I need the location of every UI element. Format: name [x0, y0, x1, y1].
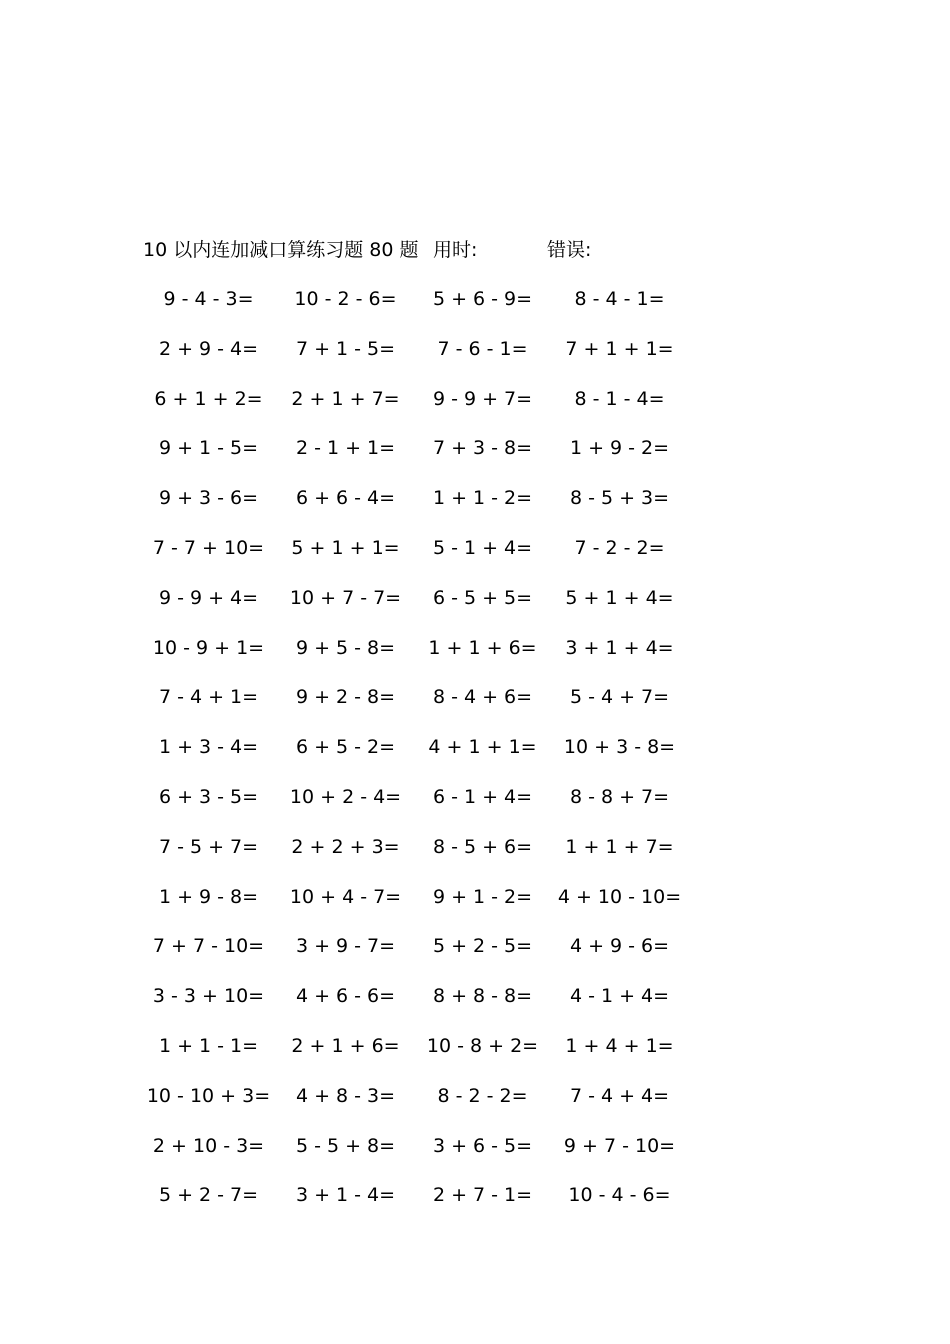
- problem-row: [140, 782, 700, 832]
- problem-item: 1 + 1 + 7=: [565, 835, 674, 858]
- problem-item: 5 - 5 + 8=: [295, 1134, 396, 1157]
- problem-item: 5 - 1 + 4=: [432, 536, 533, 559]
- problem-row: [140, 981, 700, 1031]
- problem-row: [140, 882, 700, 932]
- problem-item: 9 + 5 - 8=: [295, 636, 396, 659]
- problem-item: 5 + 6 - 9=: [432, 288, 533, 310]
- problem-item: 8 - 8 + 7=: [569, 785, 670, 808]
- time-label: 用时:: [433, 239, 478, 261]
- worksheet-header: [143, 236, 663, 264]
- problem-item: 1 + 1 - 2=: [432, 487, 533, 510]
- problem-item: 9 + 7 - 10=: [563, 1134, 676, 1157]
- problem-item: 1 + 3 - 4=: [158, 736, 259, 759]
- problem-item: 6 + 6 - 4=: [295, 487, 396, 510]
- problem-item: 2 - 1 + 1=: [295, 437, 396, 460]
- problem-item: 2 + 9 - 4=: [158, 337, 259, 360]
- problem-item: 7 - 5 + 7=: [158, 835, 259, 858]
- problem-item: 10 - 8 + 2=: [426, 1034, 539, 1057]
- problem-item: 8 - 4 - 1=: [574, 288, 665, 310]
- problem-item: 3 + 1 - 4=: [295, 1184, 396, 1207]
- problem-item: 2 + 1 + 6=: [291, 1034, 400, 1057]
- problem-item: 9 - 9 + 7=: [432, 387, 533, 410]
- problem-row: [140, 433, 700, 483]
- problem-row: [140, 583, 700, 633]
- problem-item: 1 + 9 - 8=: [158, 885, 259, 908]
- problem-row: [140, 483, 700, 533]
- problem-item: 8 + 8 - 8=: [432, 985, 533, 1008]
- problem-item: 8 - 4 + 6=: [432, 686, 533, 709]
- problem-item: 10 - 2 - 6=: [294, 288, 397, 310]
- problem-item: 7 + 7 - 10=: [152, 935, 265, 958]
- problem-item: 2 + 2 + 3=: [291, 835, 400, 858]
- problem-item: 1 + 9 - 2=: [569, 437, 670, 460]
- problem-item: 9 + 1 - 5=: [158, 437, 259, 460]
- problem-item: 6 + 3 - 5=: [158, 785, 259, 808]
- problem-row: [140, 384, 700, 434]
- problem-item: 10 + 2 - 4=: [289, 785, 402, 808]
- problem-item: 8 - 2 - 2=: [437, 1084, 528, 1107]
- problem-item: 2 + 7 - 1=: [432, 1184, 533, 1207]
- problem-item: 4 + 9 - 6=: [569, 935, 670, 958]
- problem-item: 9 + 1 - 2=: [432, 885, 533, 908]
- problem-row: [140, 1180, 700, 1230]
- problem-row: [140, 682, 700, 732]
- problem-item: 2 + 1 + 7=: [291, 387, 400, 410]
- problem-item: 5 + 1 + 4=: [565, 586, 674, 609]
- problem-row: [140, 1081, 700, 1131]
- problem-row: [140, 533, 700, 583]
- problem-item: 5 + 2 - 5=: [432, 935, 533, 958]
- problem-item: 4 - 1 + 4=: [569, 985, 670, 1008]
- problem-row: [140, 931, 700, 981]
- problem-item: 5 + 1 + 1=: [291, 536, 400, 559]
- problem-item: 3 - 3 + 10=: [152, 985, 265, 1008]
- problem-item: 7 - 6 - 1=: [437, 337, 528, 360]
- problem-item: 4 + 10 - 10=: [557, 885, 682, 908]
- problem-row: [140, 633, 700, 683]
- problem-item: 7 - 7 + 10=: [152, 536, 265, 559]
- problem-item: 4 + 6 - 6=: [295, 985, 396, 1008]
- problem-item: 10 - 10 + 3=: [146, 1084, 271, 1107]
- problem-item: 8 - 5 + 3=: [569, 487, 670, 510]
- problem-item: 2 + 10 - 3=: [152, 1134, 265, 1157]
- problem-item: 6 - 5 + 5=: [432, 586, 533, 609]
- problem-item: 7 + 3 - 8=: [432, 437, 533, 460]
- problem-item: 3 + 9 - 7=: [295, 935, 396, 958]
- problem-item: 4 + 8 - 3=: [295, 1084, 396, 1107]
- problem-item: 7 - 4 + 4=: [569, 1084, 670, 1107]
- problem-item: 6 - 1 + 4=: [432, 785, 533, 808]
- problem-item: 9 + 3 - 6=: [158, 487, 259, 510]
- problem-item: 6 + 5 - 2=: [295, 736, 396, 759]
- problem-item: 9 - 9 + 4=: [158, 586, 259, 609]
- problem-row: [140, 1031, 700, 1081]
- problem-item: 3 + 6 - 5=: [432, 1134, 533, 1157]
- problem-item: 1 + 4 + 1=: [565, 1034, 674, 1057]
- problem-row: [140, 832, 700, 882]
- problem-item: 7 - 4 + 1=: [158, 686, 259, 709]
- problem-item: 7 - 2 - 2=: [574, 536, 665, 559]
- errors-label: 错误:: [547, 239, 592, 261]
- problem-item: 10 + 7 - 7=: [289, 586, 402, 609]
- problem-item: 8 - 1 - 4=: [574, 387, 665, 410]
- problem-row: [140, 284, 700, 334]
- problem-row: [140, 334, 700, 384]
- problem-item: 10 - 9 + 1=: [152, 636, 265, 659]
- worksheet-title: 10 以内连加减口算练习题 80 题: [143, 239, 419, 261]
- problem-item: 7 + 1 - 5=: [295, 337, 396, 360]
- problem-item: 7 + 1 + 1=: [565, 337, 674, 360]
- problem-row: [140, 732, 700, 782]
- problem-item: 8 - 5 + 6=: [432, 835, 533, 858]
- problem-item: 4 + 1 + 1=: [428, 736, 537, 759]
- problem-item: 10 - 4 - 6=: [568, 1184, 671, 1207]
- problem-item: 10 + 4 - 7=: [289, 885, 402, 908]
- problem-item: 1 + 1 - 1=: [158, 1034, 259, 1057]
- problem-item: 9 - 4 - 3=: [163, 288, 254, 310]
- problem-item: 3 + 1 + 4=: [565, 636, 674, 659]
- problem-item: 10 + 3 - 8=: [563, 736, 676, 759]
- problem-item: 5 + 2 - 7=: [158, 1184, 259, 1207]
- problem-item: 1 + 1 + 6=: [428, 636, 537, 659]
- problem-grid: [140, 284, 700, 1230]
- problem-item: 6 + 1 + 2=: [154, 387, 263, 410]
- problem-item: 5 - 4 + 7=: [569, 686, 670, 709]
- problem-item: 9 + 2 - 8=: [295, 686, 396, 709]
- problem-row: [140, 1131, 700, 1181]
